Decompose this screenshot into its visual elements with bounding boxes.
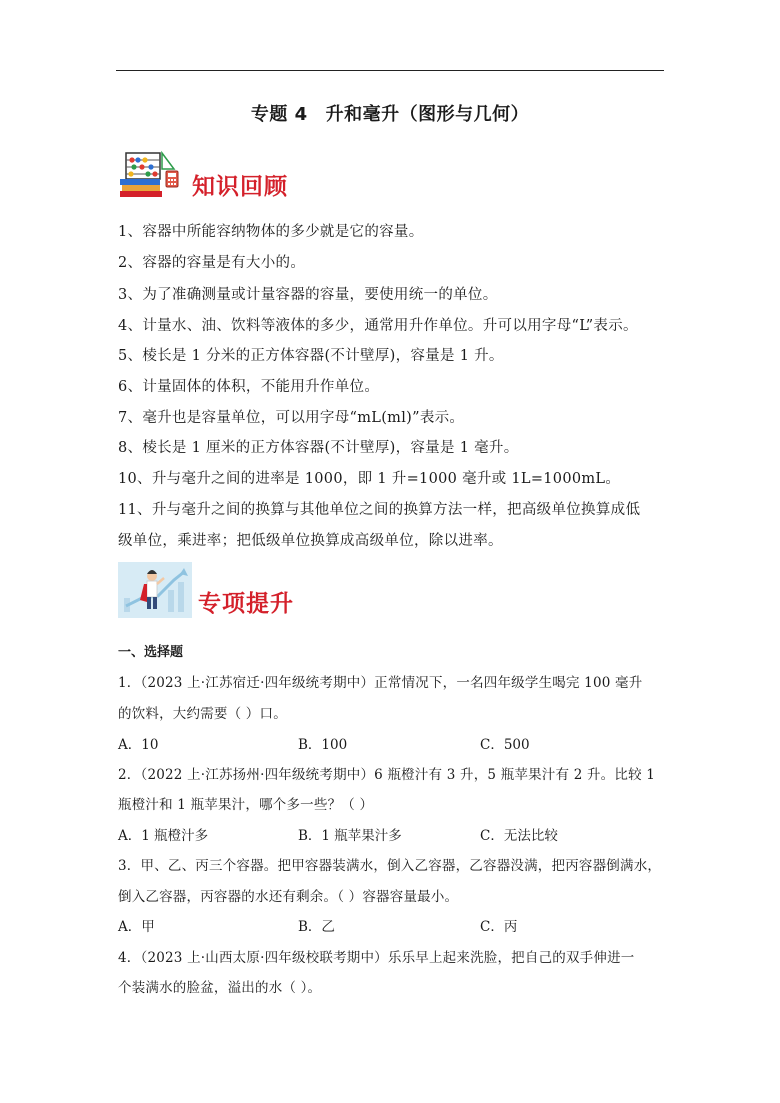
knowledge-item-4: 4、计量水、油、饮料等液体的多少，通常用升作单位。升可以用字母“L”表示。	[118, 318, 638, 334]
growth-chart-person-icon	[118, 562, 192, 618]
knowledge-item-11-cont: 级单位，乘进率；把低级单位换算成高级单位，除以进率。	[118, 533, 503, 549]
question-4-line-1: 4．（2023 上·山西太原·四年级校联考期中）乐乐早上起来洗脸，把自己的双手伸进一	[118, 950, 635, 966]
review-banner	[118, 146, 288, 201]
header-rule	[116, 70, 664, 71]
question-1-option-c: C．500	[480, 737, 530, 753]
knowledge-item-2: 2、容器的容量是有大小的。	[118, 255, 306, 271]
question-2-option-c: C．无法比较	[480, 828, 558, 844]
knowledge-item-6: 6、计量固体的体积，不能用升作单位。	[118, 379, 380, 395]
question-1-line-1: 1．（2023 上·江苏宿迁·四年级统考期中）正常情况下，一名四年级学生喝完 100 毫升	[118, 675, 643, 691]
section-heading: 一、选择题	[118, 645, 184, 660]
question-1-option-a: A．10	[118, 737, 159, 753]
question-3-line-1: 3．甲、乙、丙三个容器。把甲容器装满水，倒入乙容器，乙容器没满，把丙容器倒满水，	[118, 858, 662, 874]
title-topic-number: 专题 4	[250, 104, 308, 125]
practice-banner-label: 专项提升	[198, 589, 294, 617]
question-4-line-2: 个装满水的脸盆，溢出的水（ ）。	[118, 980, 322, 996]
title-topic-name: 升和毫升（图形与几何）	[325, 104, 530, 125]
knowledge-item-7: 7、毫升也是容量单位，可以用字母“mL(ml)”表示。	[118, 410, 465, 426]
page-title	[0, 100, 780, 126]
knowledge-item-11: 11、升与毫升之间的换算与其他单位之间的换算方法一样，把高级单位换算成低	[118, 502, 641, 518]
knowledge-item-10: 10、升与毫升之间的进率是 1000，即 1 升=1000 毫升或 1L=1000mL。	[118, 471, 621, 487]
question-1-line-2: 的饮料，大约需要（ ）口。	[118, 706, 287, 722]
question-3-option-c: C．丙	[480, 919, 518, 935]
practice-banner	[118, 562, 294, 618]
knowledge-item-8: 8、棱长是 1 厘米的正方体容器(不计壁厚)，容量是 1 毫升。	[118, 440, 519, 456]
review-banner-label: 知识回顾	[192, 173, 288, 200]
knowledge-item-1: 1、容器中所能容纳物体的多少就是它的容量。	[118, 224, 424, 240]
question-1-option-b: B．100	[298, 737, 348, 753]
question-3-option-b: B．乙	[298, 919, 335, 935]
question-2-option-a: A．1 瓶橙汁多	[118, 828, 209, 844]
knowledge-item-5: 5、棱长是 1 分米的正方体容器(不计壁厚)，容量是 1 升。	[118, 348, 504, 364]
abacus-books-icon	[118, 149, 182, 199]
question-3-line-2: 倒入乙容器，丙容器的水还有剩余。（ ）容器容量最小。	[118, 889, 459, 905]
knowledge-item-3: 3、为了准确测量或计量容器的容量，要使用统一的单位。	[118, 287, 498, 303]
question-2-line-1: 2．（2022 上·江苏扬州·四年级统考期中）6 瓶橙汁有 3 升，5 瓶苹果汁有 2 升。比较 1	[118, 767, 656, 783]
question-2-option-b: B．1 瓶苹果汁多	[298, 828, 402, 844]
question-2-line-2: 瓶橙汁和 1 瓶苹果汁，哪个多一些？（ ）	[118, 797, 374, 813]
question-3-option-a: A．甲	[118, 919, 155, 935]
